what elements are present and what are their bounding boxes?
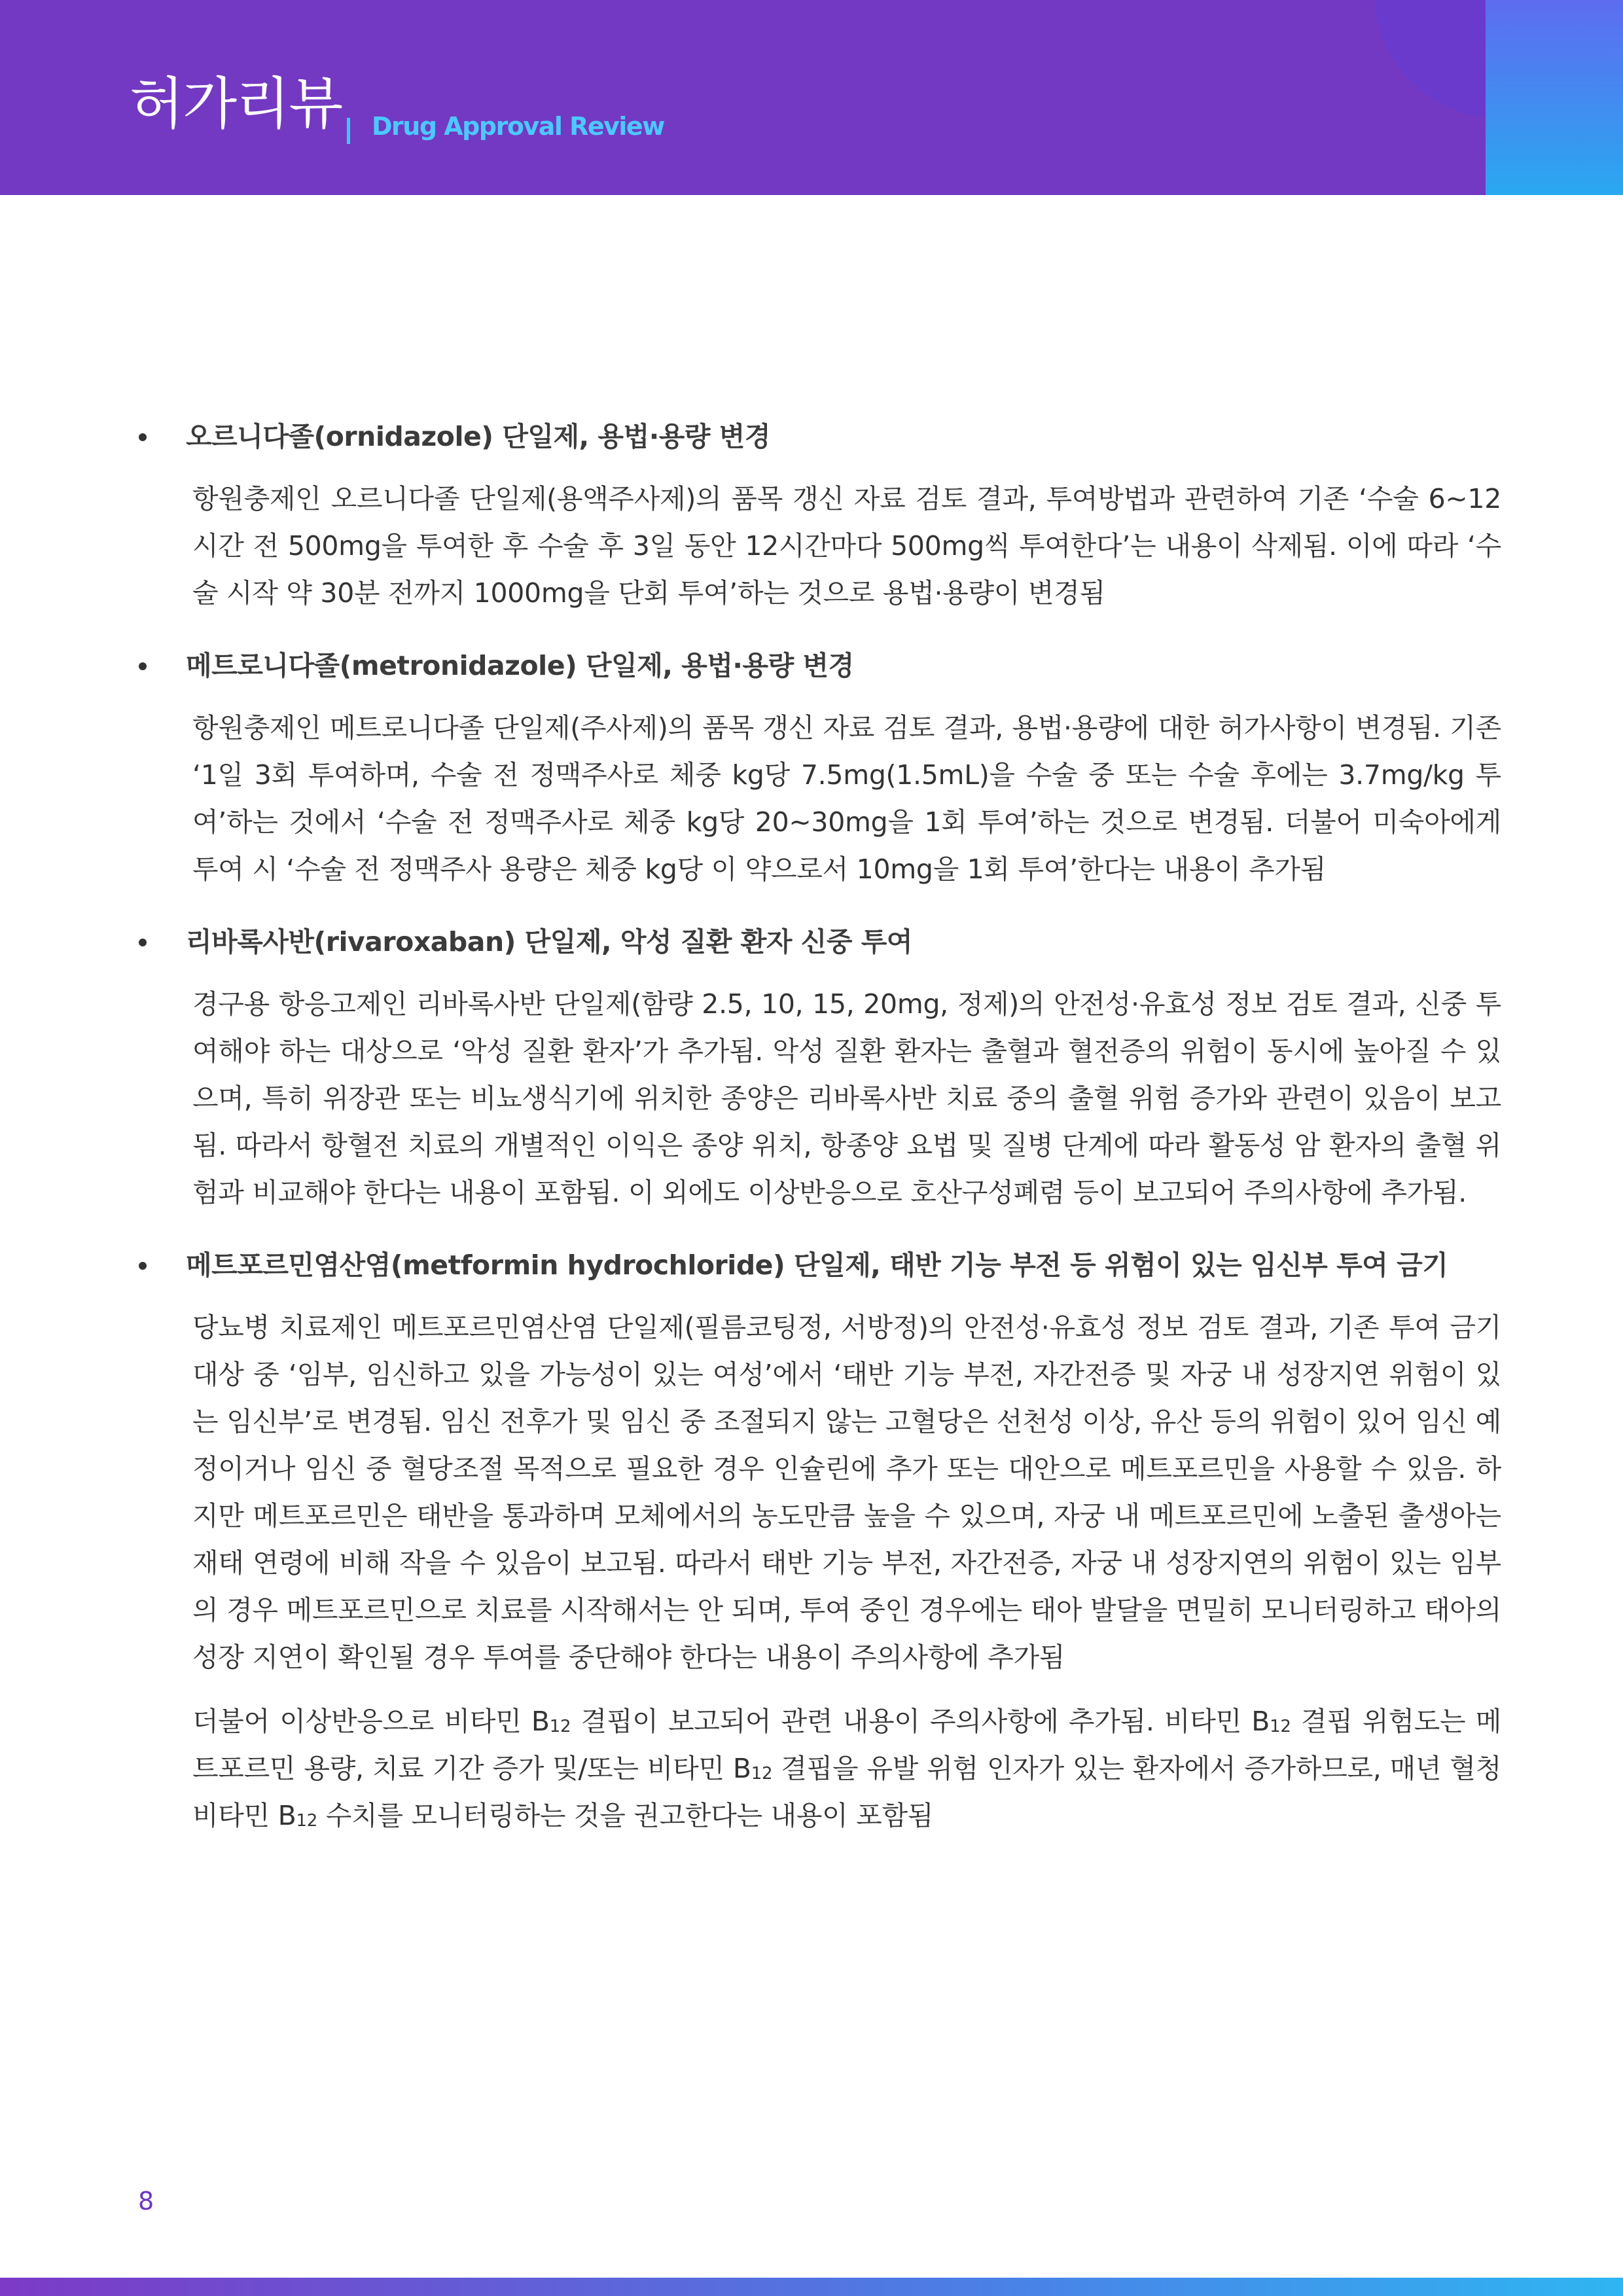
section-title-text: 리바록사반(rivaroxaban) 단일제, 악성 질환 환자 신중 투여	[186, 926, 912, 958]
bullet-icon	[139, 662, 147, 670]
section-metformin	[135, 1242, 1501, 1839]
footer-bar	[0, 2278, 1623, 2296]
section-title-text: 메트포르민염산염(metformin hydrochloride) 단일제, 태반 기능 부전 등 위험이 있는 임신부 투여 금기	[186, 1249, 1448, 1281]
subscript: 12	[1270, 1717, 1291, 1736]
subscript: 12	[751, 1764, 773, 1784]
subscript: 12	[296, 1811, 317, 1831]
section-title-text: 오르니다졸(ornidazole) 단일제, 용법·용량 변경	[186, 421, 770, 452]
text-run: 결핍 위험도는 메트포르민 용량, 치료 기간 증가 및/또는 비타민 B	[192, 1706, 1502, 1784]
section-rivaroxaban	[135, 919, 1501, 1216]
section-paragraph: 당뇨병 치료제인 메트포르민염산염 단일제(필름코팅정, 서방정)의 안전성·유효성 정보 검토 결과, 기존 투여 금기 대상 중 ‘임부, 임신하고 있을 가능성이 있는 여성’에서 ‘태반 기능 부전, 자간전증 및 자궁 내 성장지연 위험이 있는 임신부’로 변경됨. 임신 전후가 및 임신 중 조절되지 않는 고혈당은 선천성 이상, 유산 등의 위험이 있어 임신 예정이거나 임신 중 혈당조절 목적으로 필요한 경우 인슐린에 추가 또는 대안으로 메트포르민을 사용할 수 있음. 하지만 메트포르민은 태반을 통과하며 모체에서의 농도만큼 높을 수 있으며, 자궁 내 메트포르민에 노출된 출생아는 재태 연령에 비해 작을 수 있음이 보고됨. 따라서 태반 기능 부전, 자간전증, 자궁 내 성장지연의 위험이 있는 임부의 경우 메트포르민으로 치료를 시작해서는 안 되며, 투여 중인 경우에는 태아 발달을 면밀히 모니터링하고 태아의 성장 지연이 확인될 경우 투여를 중단해야 한다는 내용이 주의사항에 추가됨	[192, 1312, 1502, 1673]
text-run: 더불어 이상반응으로 비타민 B	[192, 1706, 550, 1737]
header-divider	[347, 118, 350, 144]
text-run: 수치를 모니터링하는 것을 권고한다는 내용이 포함됨	[317, 1800, 934, 1831]
bullet-icon	[139, 939, 147, 946]
bullet-icon	[139, 433, 147, 441]
subscript: 12	[549, 1717, 571, 1736]
section-ornidazole	[135, 414, 1501, 617]
article-body	[135, 414, 1501, 1865]
section-title	[135, 643, 1501, 689]
section-title	[135, 414, 1501, 459]
section-paragraph: 항원충제인 오르니다졸 단일제(용액주사제)의 품목 갱신 자료 검토 결과, 투여방법과 관련하여 기존 ‘수술 6~12시간 전 500mg을 투여한 후 수술 후 3일 동안 12시간마다 500mg씩 투여한다’는 내용이 삭제됨. 이에 따라 ‘수술 시작 약 30분 전까지 1000mg을 단회 투여’하는 것으로 용법·용량이 변경됨	[192, 483, 1501, 609]
section-paragraph: 항원충제인 메트로니다졸 단일제(주사제)의 품목 갱신 자료 검토 결과, 용법·용량에 대한 허가사항이 변경됨. 기존 ‘1일 3회 투여하며, 수술 전 정맥주사로 체중 kg당 7.5mg(1.5mL)을 수술 중 또는 수술 후에는 3.7mg/kg 투여’하는 것에서 ‘수술 전 정맥주사로 체중 kg당 20~30mg을 1회 투여’하는 것으로 변경됨. 더불어 미숙아에게 투여 시 ‘수술 전 정맥주사 용량은 체중 kg당 이 약으로서 10mg을 1회 투여’한다는 내용이 추가됨	[192, 712, 1501, 885]
text-run: 결핍이 보고되어 관련 내용이 주의사항에 추가됨. 비타민 B	[571, 1706, 1270, 1737]
section-title-text: 메트로니다졸(metronidazole) 단일제, 용법·용량 변경	[186, 650, 854, 681]
section-paragraph: 경구용 항응고제인 리바록사반 단일제(함량 2.5, 10, 15, 20mg, 정제)의 안전성·유효성 정보 검토 결과, 신중 투여해야 하는 대상으로 ‘악성 질환 환자’가 추가됨. 악성 질환 환자는 출혈과 혈전증의 위험이 동시에 높아질 수 있으며, 특히 위장관 또는 비뇨생식기에 위치한 종양은 리바록사반 치료 중의 출혈 위험 증가와 관련이 있음이 보고됨. 따라서 항혈전 치료의 개별적인 이익은 종양 위치, 항종양 요법 및 질병 단계에 따라 활동성 암 환자의 출혈 위험과 비교해야 한다는 내용이 포함됨. 이 외에도 이상반응으로 호산구성폐렴 등이 보고되어 주의사항에 추가됨.	[192, 988, 1501, 1208]
header-title: 허가리뷰	[130, 71, 342, 137]
bullet-icon	[139, 1262, 147, 1270]
header-corner-accent	[1486, 0, 1623, 195]
vitamin-b12-paragraph	[192, 1698, 1501, 1839]
header-subtitle: Drug Approval Review	[372, 112, 664, 141]
section-title	[135, 919, 1501, 965]
page-header	[0, 0, 1623, 195]
section-metronidazole	[135, 643, 1501, 893]
text-run: 결핍을 유발 위험 인자가 있는 환자에서 증가하므로, 매년 혈청 비타민 B	[192, 1753, 1501, 1831]
page-number: 8	[138, 2187, 154, 2215]
section-title	[135, 1242, 1501, 1288]
